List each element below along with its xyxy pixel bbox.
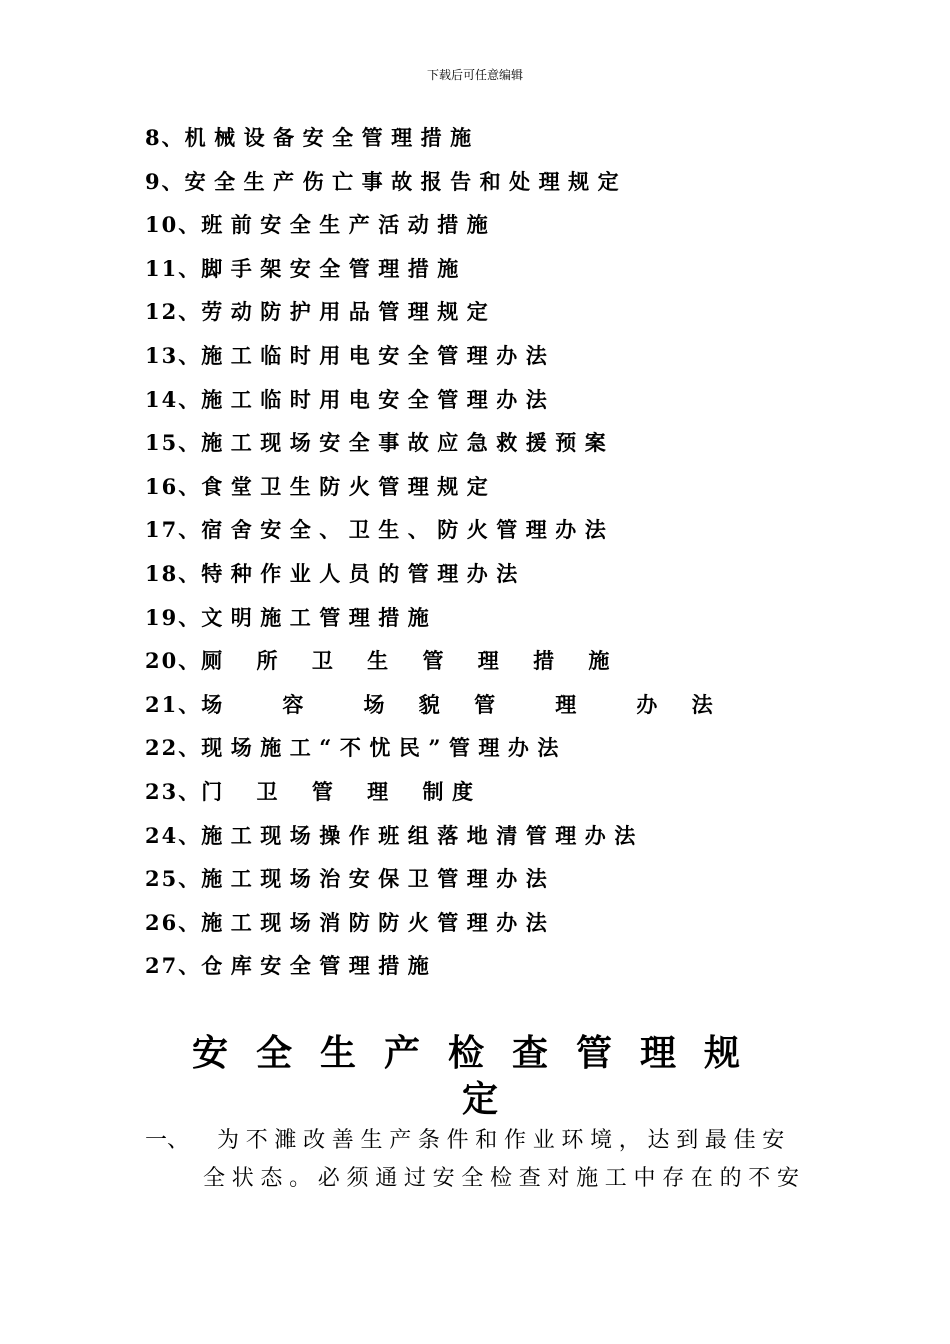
toc-item xyxy=(145,425,721,469)
toc-item-number: 26、 xyxy=(145,909,202,935)
toc-item-text: 厕 所 卫 生 管 理 措 施 xyxy=(201,648,618,674)
toc-item-number: 23、 xyxy=(145,778,202,804)
toc-item-number: 27、 xyxy=(145,953,202,979)
toc-item-number: 25、 xyxy=(145,866,202,892)
toc-item-number: 18、 xyxy=(145,560,202,586)
toc-item xyxy=(145,512,721,556)
header-note: 下载后可任意编辑 xyxy=(426,68,523,82)
toc-item-text: 特种作业人员的管理办法 xyxy=(201,560,526,586)
toc-item-number: 8、 xyxy=(145,125,185,150)
toc-item-text: 文明施工管理措施 xyxy=(201,604,438,630)
toc-item-number: 20、 xyxy=(145,648,202,674)
toc-item-text: 宿舍安全、卫生、防火管理办法 xyxy=(201,517,615,543)
toc-item xyxy=(145,861,721,905)
toc-item-number: 22、 xyxy=(145,735,202,761)
toc-item-text: 施工临时用电安全管理办法 xyxy=(201,342,556,368)
paragraph-text: 为不濉改善生产条件和作业环境，达到最佳安 xyxy=(217,1128,792,1153)
toc-item-number: 19、 xyxy=(145,604,202,630)
toc-item xyxy=(145,556,721,600)
toc-item xyxy=(145,382,721,426)
section-title-line1: 安全生产检查管理规 xyxy=(191,1032,768,1074)
toc-item-number: 24、 xyxy=(145,822,202,848)
toc-item-number: 17、 xyxy=(145,517,202,543)
table-of-contents xyxy=(145,120,721,992)
toc-item-number: 10、 xyxy=(145,212,202,238)
toc-item-text: 施工现场治安保卫管理办法 xyxy=(201,866,556,892)
toc-item-number: 14、 xyxy=(145,386,202,412)
section-title-line2: 定 xyxy=(461,1078,498,1120)
toc-item xyxy=(145,294,721,338)
toc-item xyxy=(145,164,721,208)
toc-item-number: 11、 xyxy=(145,255,202,281)
toc-item xyxy=(145,207,721,251)
toc-item xyxy=(145,251,721,295)
toc-item-text: 机械设备安全管理措施 xyxy=(184,125,480,150)
toc-item xyxy=(145,948,721,992)
toc-item xyxy=(145,120,721,164)
toc-item-text: 施工现场安全事故应急救援预案 xyxy=(201,430,615,456)
toc-item xyxy=(145,818,721,862)
toc-item-text: 班前安全生产活动措施 xyxy=(201,212,497,238)
toc-item-text: 脚手架安全管理措施 xyxy=(201,255,467,281)
section-title xyxy=(160,1030,800,1122)
paragraph-line xyxy=(145,1122,805,1160)
toc-item xyxy=(145,905,721,949)
toc-item xyxy=(145,730,721,774)
toc-item-text: 现场施工“不忧民”管理办法 xyxy=(201,735,567,761)
toc-item-text: 仓库安全管理措施 xyxy=(201,953,438,979)
toc-item-number: 15、 xyxy=(145,430,202,456)
toc-item-text: 施工现场操作班组落地清管理办法 xyxy=(201,822,644,848)
toc-item-text: 劳动防护用品管理规定 xyxy=(201,299,497,325)
toc-item-text: 安全生产伤亡事故报告和处理规定 xyxy=(184,168,628,194)
toc-item xyxy=(145,338,721,382)
toc-item xyxy=(145,600,721,644)
toc-item-number: 12、 xyxy=(145,299,202,325)
paragraph-continuation: 全状态。必须通过安全检查对施工中存在的不安 xyxy=(203,1166,806,1191)
toc-item-text: 门 卫 管 理 制度 xyxy=(201,778,482,804)
toc-item-number: 21、 xyxy=(145,691,202,717)
toc-item-text: 施工现场消防防火管理办法 xyxy=(201,909,556,935)
toc-item-text: 施工临时用电安全管理办法 xyxy=(201,386,556,412)
toc-item-number: 9、 xyxy=(145,168,185,194)
toc-item xyxy=(145,774,721,818)
toc-item-number: 13、 xyxy=(145,342,202,368)
toc-item xyxy=(145,687,721,731)
paragraph-marker: 一、 xyxy=(145,1128,190,1153)
toc-item xyxy=(145,469,721,513)
toc-item-text: 场 容 场 貌 管 理 办 法 xyxy=(201,691,722,717)
toc-item-text: 食堂卫生防火管理规定 xyxy=(201,473,497,499)
body-paragraph xyxy=(145,1122,805,1198)
toc-item-number: 16、 xyxy=(145,473,202,499)
toc-item xyxy=(145,643,721,687)
